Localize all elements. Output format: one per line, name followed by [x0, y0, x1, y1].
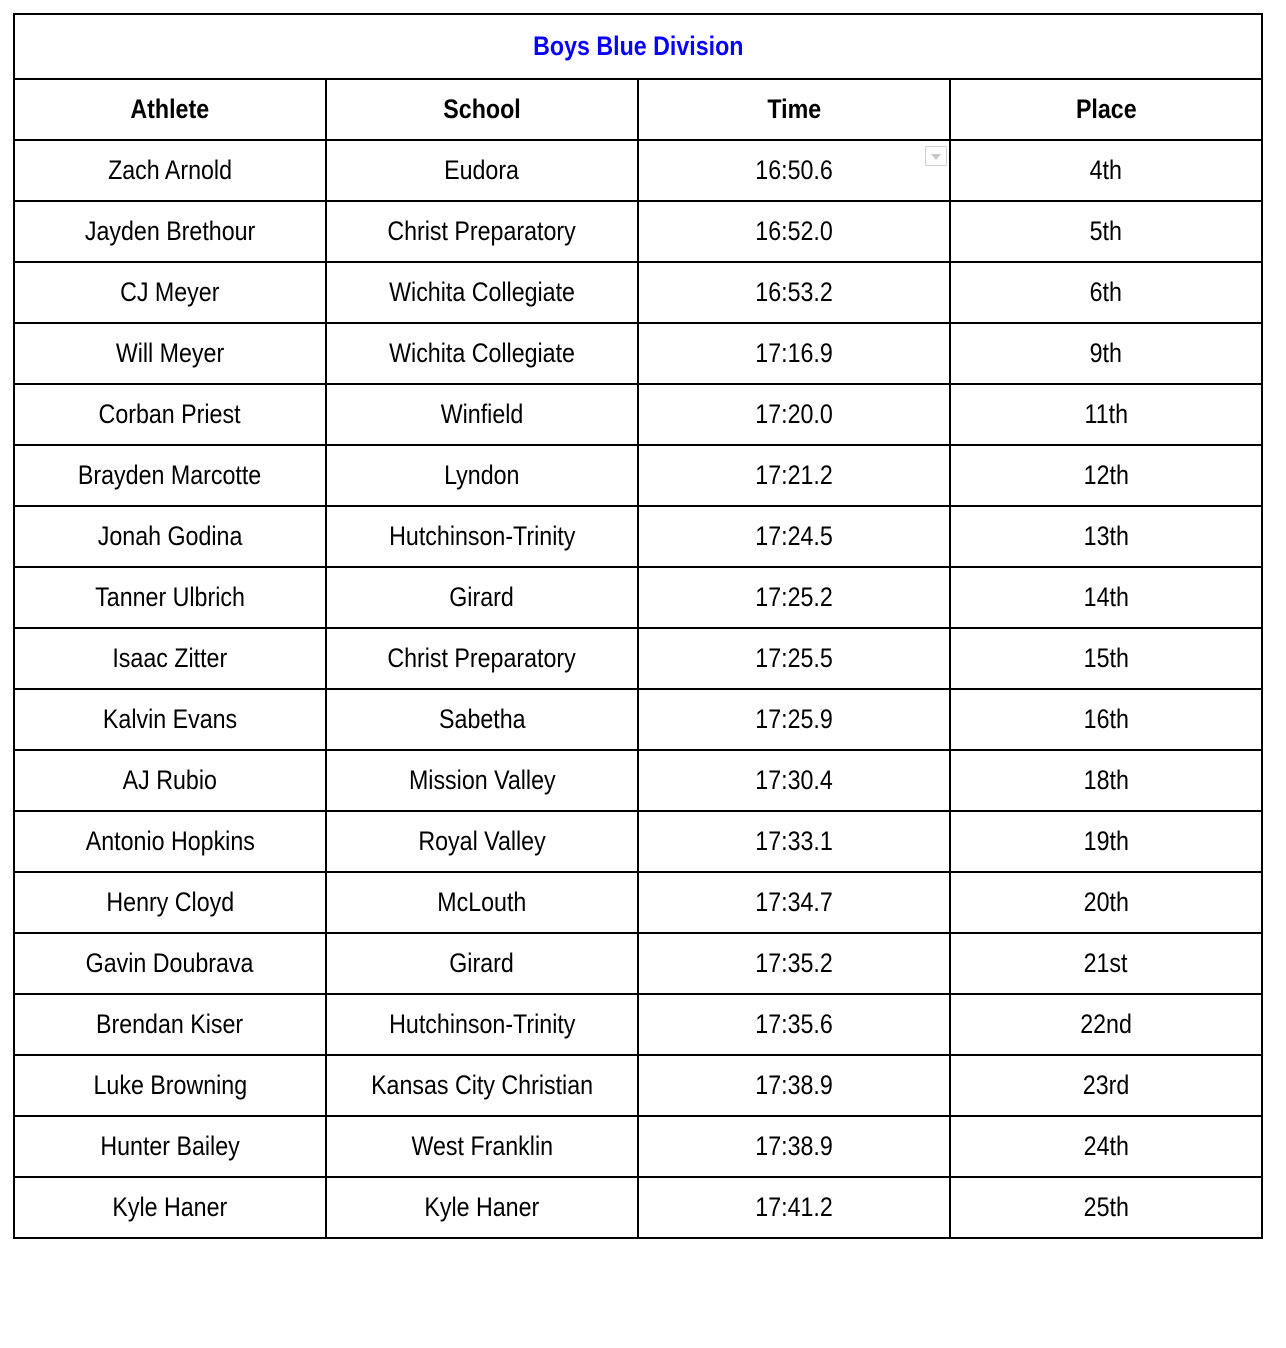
- cell-time[interactable]: [638, 323, 950, 384]
- school-value: Girard: [449, 948, 515, 978]
- cell-athlete[interactable]: [14, 201, 326, 262]
- athlete-value: AJ Rubio: [122, 765, 218, 795]
- school-value: Hutchinson-Trinity: [388, 1009, 576, 1039]
- table-row: [14, 201, 1262, 262]
- athlete-value: Kalvin Evans: [102, 704, 238, 734]
- place-value: 18th: [1083, 765, 1129, 795]
- cell-athlete[interactable]: [14, 994, 326, 1055]
- cell-athlete[interactable]: [14, 1116, 326, 1177]
- column-header-place: Place: [950, 79, 1262, 140]
- school-value: McLouth: [437, 887, 527, 917]
- column-header-time: Time: [638, 79, 950, 140]
- table-row: [14, 323, 1262, 384]
- place-value: 15th: [1083, 643, 1129, 673]
- school-value: West Franklin: [411, 1131, 553, 1161]
- place-value: 25th: [1083, 1192, 1129, 1222]
- place-value: 19th: [1083, 826, 1129, 856]
- cell-place[interactable]: [950, 323, 1262, 384]
- cell-athlete[interactable]: [14, 933, 326, 994]
- cell-athlete[interactable]: [14, 872, 326, 933]
- cell-school[interactable]: [326, 750, 638, 811]
- cell-school[interactable]: [326, 201, 638, 262]
- athlete-value: Corban Priest: [99, 399, 241, 429]
- time-value: 17:35.6: [755, 1009, 833, 1039]
- table-row: [14, 750, 1262, 811]
- school-value: Lyndon: [444, 460, 520, 490]
- time-value: 17:20.0: [755, 399, 833, 429]
- cell-time[interactable]: [638, 262, 950, 323]
- table-row: [14, 994, 1262, 1055]
- athlete-value: Antonio Hopkins: [85, 826, 255, 856]
- time-value: 17:33.1: [755, 826, 833, 856]
- cell-time[interactable]: [638, 140, 950, 201]
- cell-time[interactable]: [638, 384, 950, 445]
- table-row: [14, 506, 1262, 567]
- athlete-value: Gavin Doubrava: [86, 948, 254, 978]
- athlete-value: Tanner Ulbrich: [95, 582, 245, 612]
- time-value: 17:25.2: [755, 582, 833, 612]
- table-body: [14, 140, 1262, 1238]
- place-value: 13th: [1083, 521, 1129, 551]
- cell-place[interactable]: [950, 872, 1262, 933]
- cell-place[interactable]: [950, 689, 1262, 750]
- cell-athlete[interactable]: [14, 689, 326, 750]
- place-value: 12th: [1083, 460, 1129, 490]
- cell-athlete[interactable]: [14, 445, 326, 506]
- cell-time[interactable]: [638, 506, 950, 567]
- place-value: 23rd: [1082, 1070, 1130, 1100]
- school-value: Wichita Collegiate: [389, 338, 575, 368]
- cell-athlete[interactable]: [14, 628, 326, 689]
- cell-athlete[interactable]: [14, 140, 326, 201]
- cell-athlete[interactable]: [14, 262, 326, 323]
- cell-school[interactable]: [326, 872, 638, 933]
- cell-place[interactable]: [950, 384, 1262, 445]
- athlete-value: Henry Cloyd: [106, 887, 234, 917]
- time-value: 17:24.5: [755, 521, 833, 551]
- cell-athlete[interactable]: [14, 811, 326, 872]
- cell-time[interactable]: [638, 1177, 950, 1238]
- cell-school[interactable]: [326, 933, 638, 994]
- table-title: [14, 14, 1262, 79]
- cell-time[interactable]: [638, 811, 950, 872]
- time-value: 17:38.9: [755, 1070, 833, 1100]
- cell-place[interactable]: [950, 140, 1262, 201]
- cell-time[interactable]: [638, 201, 950, 262]
- table-row: [14, 445, 1262, 506]
- header-row: [14, 79, 1262, 140]
- athlete-value: Brayden Marcotte: [78, 460, 262, 490]
- cell-athlete[interactable]: [14, 1177, 326, 1238]
- cell-school[interactable]: [326, 384, 638, 445]
- place-value: 14th: [1083, 582, 1129, 612]
- cell-athlete[interactable]: [14, 1055, 326, 1116]
- cell-time[interactable]: [638, 994, 950, 1055]
- athlete-value: Jonah Godina: [97, 521, 243, 551]
- title-row: [14, 14, 1262, 79]
- school-value: Winfield: [440, 399, 524, 429]
- cell-school[interactable]: [326, 262, 638, 323]
- cell-school[interactable]: [326, 994, 638, 1055]
- time-value: 17:34.7: [755, 887, 833, 917]
- place-value: 5th: [1089, 216, 1123, 246]
- table-row: [14, 811, 1262, 872]
- results-table: [13, 13, 1263, 1239]
- school-value: Christ Preparatory: [387, 643, 577, 673]
- cell-athlete[interactable]: [14, 506, 326, 567]
- place-value: 11th: [1084, 399, 1128, 429]
- cell-place[interactable]: [950, 750, 1262, 811]
- column-header-athlete: Athlete: [14, 79, 326, 140]
- cell-school[interactable]: [326, 140, 638, 201]
- time-value: 17:21.2: [755, 460, 833, 490]
- cell-athlete[interactable]: [14, 323, 326, 384]
- school-value: Kyle Haner: [424, 1192, 540, 1222]
- place-value: 21st: [1084, 948, 1128, 978]
- cell-athlete[interactable]: [14, 750, 326, 811]
- cell-time[interactable]: [638, 567, 950, 628]
- cell-time[interactable]: [638, 1055, 950, 1116]
- table-row: [14, 384, 1262, 445]
- time-value: 16:52.0: [755, 216, 833, 246]
- athlete-value: Kyle Haner: [112, 1192, 228, 1222]
- cell-time[interactable]: [638, 628, 950, 689]
- cell-school[interactable]: [326, 323, 638, 384]
- athlete-value: Will Meyer: [115, 338, 225, 368]
- cell-school[interactable]: [326, 1055, 638, 1116]
- cell-time[interactable]: [638, 1116, 950, 1177]
- table-row: [14, 1055, 1262, 1116]
- school-value: Royal Valley: [418, 826, 546, 856]
- cell-place[interactable]: [950, 933, 1262, 994]
- cell-school[interactable]: [326, 689, 638, 750]
- table-row: [14, 628, 1262, 689]
- time-value: 16:50.6: [755, 155, 833, 185]
- table-row: [14, 689, 1262, 750]
- table-title-text: Boys Blue Division: [532, 31, 744, 61]
- table-row: [14, 872, 1262, 933]
- athlete-value: CJ Meyer: [120, 277, 220, 307]
- athlete-value: Jayden Brethour: [84, 216, 256, 246]
- cell-time[interactable]: [638, 750, 950, 811]
- table-row: [14, 140, 1262, 201]
- results-table-container: [13, 13, 1263, 1239]
- time-value: 17:30.4: [755, 765, 833, 795]
- time-value: 17:16.9: [755, 338, 833, 368]
- school-value: Sabetha: [438, 704, 526, 734]
- school-value: Kansas City Christian: [371, 1070, 593, 1100]
- cell-time[interactable]: [638, 933, 950, 994]
- athlete-value: Zach Arnold: [108, 155, 232, 185]
- cell-school[interactable]: [326, 567, 638, 628]
- table-row: [14, 262, 1262, 323]
- table-row: [14, 1177, 1262, 1238]
- cell-school[interactable]: [326, 445, 638, 506]
- cell-place[interactable]: [950, 994, 1262, 1055]
- place-value: 24th: [1083, 1131, 1129, 1161]
- cell-place[interactable]: [950, 445, 1262, 506]
- athlete-value: Luke Browning: [93, 1070, 247, 1100]
- cell-school[interactable]: [326, 506, 638, 567]
- cell-place[interactable]: [950, 1177, 1262, 1238]
- athlete-value: Hunter Bailey: [100, 1131, 240, 1161]
- cell-school[interactable]: [326, 1116, 638, 1177]
- column-header-school: School: [326, 79, 638, 140]
- time-value: 17:25.9: [755, 704, 833, 734]
- school-value: Hutchinson-Trinity: [388, 521, 576, 551]
- cell-place[interactable]: [950, 1116, 1262, 1177]
- cell-place[interactable]: [950, 262, 1262, 323]
- time-value: 17:38.9: [755, 1131, 833, 1161]
- place-value: 22nd: [1080, 1009, 1132, 1039]
- cell-athlete[interactable]: [14, 384, 326, 445]
- place-value: 20th: [1083, 887, 1129, 917]
- time-value: 17:35.2: [755, 948, 833, 978]
- time-value: 17:41.2: [755, 1192, 833, 1222]
- cell-place[interactable]: [950, 201, 1262, 262]
- cell-time[interactable]: [638, 445, 950, 506]
- cell-place[interactable]: [950, 811, 1262, 872]
- place-value: 6th: [1089, 277, 1123, 307]
- athlete-value: Brendan Kiser: [96, 1009, 244, 1039]
- table-row: [14, 1116, 1262, 1177]
- cell-school[interactable]: [326, 628, 638, 689]
- place-value: 4th: [1089, 155, 1123, 185]
- cell-place[interactable]: [950, 628, 1262, 689]
- school-value: Wichita Collegiate: [389, 277, 575, 307]
- school-value: Mission Valley: [408, 765, 556, 795]
- school-value: Girard: [449, 582, 515, 612]
- cell-place[interactable]: [950, 506, 1262, 567]
- cell-school[interactable]: [326, 1177, 638, 1238]
- table-row: [14, 567, 1262, 628]
- cell-place[interactable]: [950, 1055, 1262, 1116]
- place-value: 9th: [1089, 338, 1123, 368]
- place-value: 16th: [1083, 704, 1129, 734]
- school-value: Eudora: [444, 155, 520, 185]
- school-value: Christ Preparatory: [387, 216, 577, 246]
- cell-athlete[interactable]: [14, 567, 326, 628]
- cell-school[interactable]: [326, 811, 638, 872]
- cell-time[interactable]: [638, 689, 950, 750]
- time-value: 17:25.5: [755, 643, 833, 673]
- chevron-down-icon[interactable]: [925, 146, 947, 166]
- athlete-value: Isaac Zitter: [112, 643, 228, 673]
- cell-time[interactable]: [638, 872, 950, 933]
- table-row: [14, 933, 1262, 994]
- cell-place[interactable]: [950, 567, 1262, 628]
- time-value: 16:53.2: [755, 277, 833, 307]
